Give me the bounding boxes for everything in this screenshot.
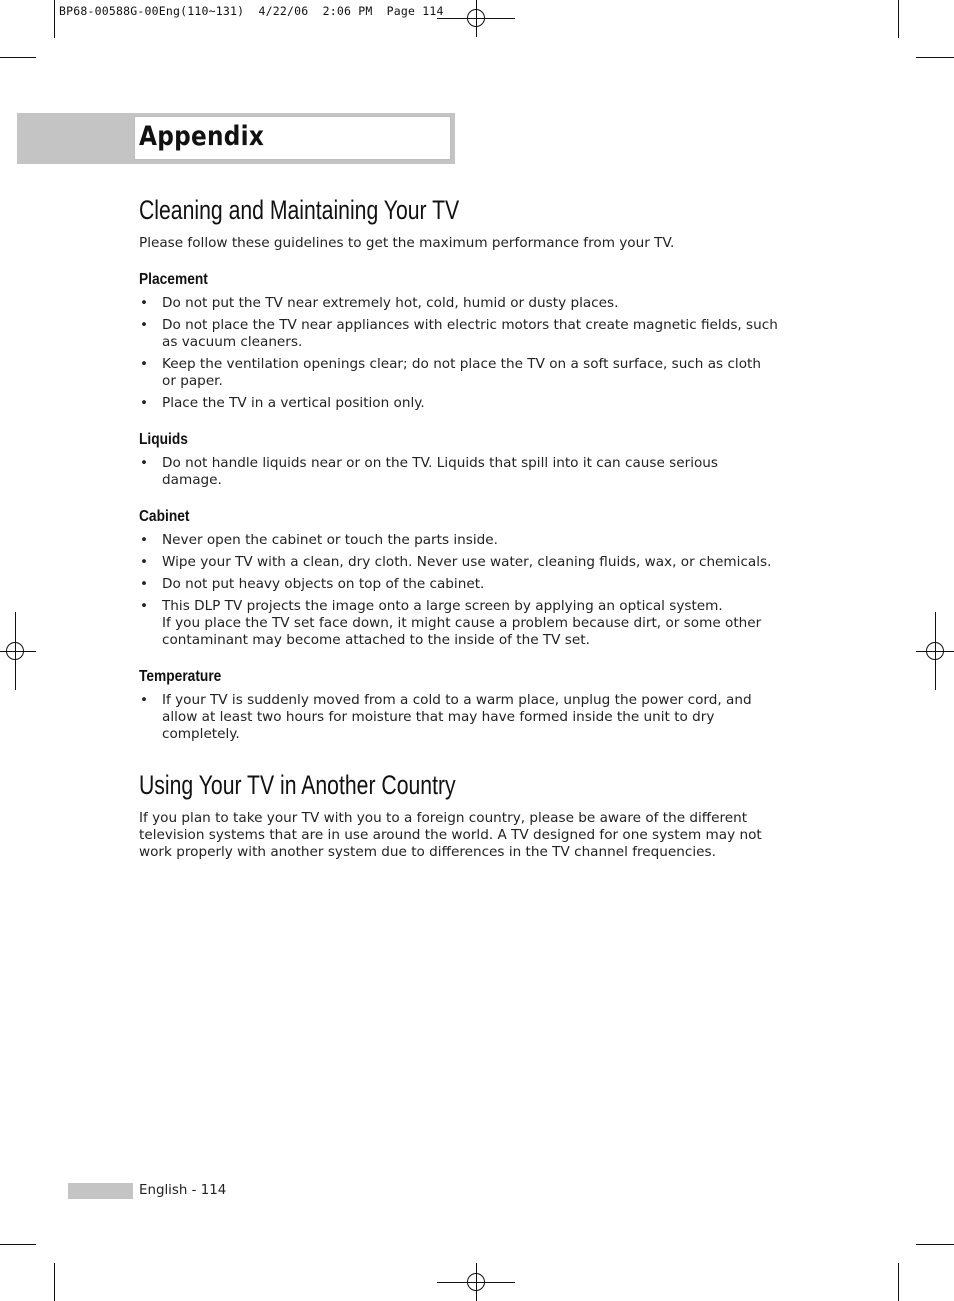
footer-bar <box>68 1183 133 1199</box>
list-item: • Keep the ventilation openings clear; do not place the TV on a soft surface, such as cloth or paper. <box>139 356 779 390</box>
subheading-temperature: Temperature <box>139 668 222 685</box>
print-slug: BP68-00588G-00Eng(110~131) 4/22/06 2:06 PM Page 114 <box>59 4 444 18</box>
subheading-placement: Placement <box>139 271 208 288</box>
liquids-list <box>139 455 779 489</box>
placement-list <box>139 295 779 412</box>
subheading-cabinet: Cabinet <box>139 508 190 525</box>
list-item: • If your TV is suddenly moved from a cold to a warm place, unplug the power cord, and allow at least two hours for moisture that may have formed inside the unit to dry completely. <box>139 692 779 743</box>
subheading-liquids: Liquids <box>139 431 188 448</box>
list-item: • Do not place the TV near appliances with electric motors that create magnetic fields, such as vacuum cleaners. <box>139 317 779 351</box>
section-intro: Please follow these guidelines to get the maximum performance from your TV. <box>139 235 675 251</box>
section-title-another-country: Using Your TV in Another Country <box>139 770 456 800</box>
page-title: Appendix <box>139 121 265 152</box>
list-item: • This DLP TV projects the image onto a large screen by applying an optical system. If you place the TV set face down, it might cause a problem because dirt, or some other contaminant may become attached to the inside of the TV set. <box>139 598 779 649</box>
main-content <box>139 193 779 861</box>
section-body: If you plan to take your TV with you to a foreign country, please be aware of the different television systems that are in use around the world. A TV designed for one system may not work properly with another system due to differences in the TV channel frequencies. <box>139 810 762 860</box>
page-number: English - 114 <box>139 1183 227 1198</box>
temperature-list <box>139 692 779 743</box>
list-item: • Do not put the TV near extremely hot, cold, humid or dusty places. <box>139 295 779 312</box>
list-item: • Never open the cabinet or touch the parts inside. <box>139 532 779 549</box>
cabinet-list <box>139 532 779 649</box>
list-item: • Wipe your TV with a clean, dry cloth. Never use water, cleaning fluids, wax, or chemicals. <box>139 554 779 571</box>
list-item: • Place the TV in a vertical position only. <box>139 395 779 412</box>
list-item: • Do not handle liquids near or on the TV. Liquids that spill into it can cause serious damage. <box>139 455 779 489</box>
list-item: • Do not put heavy objects on top of the cabinet. <box>139 576 779 593</box>
section-title-cleaning: Cleaning and Maintaining Your TV <box>139 195 460 225</box>
